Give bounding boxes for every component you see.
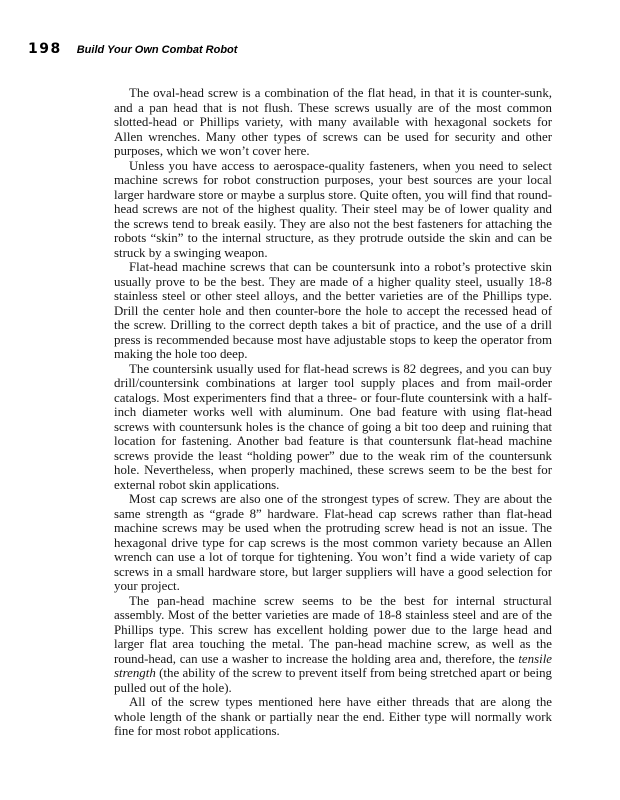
paragraph-text: The countersink usually used for flat-head screws is 82 degrees, and you can buy drill/countersink combinations at larger tool supply places and from mail-order catalogs. Most experimenters find that a three- or four-flute countersink with a half-inch diameter works well with aluminum. One bad feature with using flat-head screws with countersunk holes is the chance of going a bit too deep and ruining that location for fastening. Another bad feature is that countersunk flat-head machine screws provide the least “holding power” due to the weak rim of the countersunk hole. Nevertheless, when properly machined, these screws seem to be the best for external robot skin applications. [114,361,552,492]
paragraph-text: Unless you have access to aerospace-quality fasteners, when you need to select machine screws for robot construction purposes, your best sources are your local larger hardware store or maybe a surplus store. Quite often, you will find that round-head screws are not of the highest quality. Their steel may be of lower quality and the screws tend to break easily. They are also not the best fasteners for attaching the robots “skin” to the internal structure, as they protrude outside the skin and can be struck by a swinging weapon. [114,158,552,260]
paragraph-pan-head [114,594,552,696]
italic-term-tensile-strength: tensile strength [114,651,552,680]
page-body [114,86,552,739]
paragraph-text: (the ability of the screw to prevent itself from being stretched apart or being pulled out of the hole). [114,666,552,695]
paragraph-text: Flat-head machine screws that can be countersunk into a robot’s protective skin usually prove to be the best. They are made of a higher quality steel, usually 18-8 stainless steel or other steel alloys, and the better varieties are of the Phillips type. Drill the center hole and then counter-bore the hole to accept the recessed head of the screw. Drilling to the correct depth takes a bit of practice, and the use of a drill press is recommended because most have adjustable stops to keep the operator from making the hole too deep. [114,260,552,361]
paragraph-flat-head [114,260,552,362]
running-head-title: Build Your Own Combat Robot [76,44,238,56]
paragraph-cap-screws [114,492,552,594]
page-number: 198 [28,41,62,57]
paragraph-threads [114,695,552,739]
running-head [28,41,237,57]
paragraph-text: All of the screw types mentioned here have either threads that are along the whole length of the shank or partially near the end. Either type will normally work fine for most robot applications. [114,695,552,738]
paragraph-text: The oval-head screw is a combination of the flat head, in that it is counter-sunk, and a pan head that is not flush. These screws usually are of the most common slotted-head or Phillips variety, with many available with hexagonal sockets for Allen wrenches. Many other types of screws can be used for security and other purposes, which we won’t cover here. [114,86,552,158]
paragraph-text: Most cap screws are also one of the strongest types of screw. They are about the same strength as “grade 8” hardware. Flat-head cap screws rather than flat-head machine screws may be used when the protruding screw head is not an issue. The hexagonal drive type for cap screws is the most common variety because an Allen wrench can use a lot of torque for tightening. You won’t find a wide variety of cap screws in a small hardware store, but larger suppliers will have a good selection for your project. [114,492,552,593]
paragraph-sources [114,159,552,261]
paragraph-oval-head [114,86,552,159]
paragraph-text: The pan-head machine screw seems to be the best for internal structural assembly. Most of the better varieties are made of 18-8 stainless steel and are of the Phillips type. This screw has excellent holding power due to the large head and larger flat area touching the metal. The pan-head machine screw, as well as the round-head, can use a washer to increase the holding area and, therefore, the [114,593,552,666]
paragraph-countersink [114,362,552,493]
